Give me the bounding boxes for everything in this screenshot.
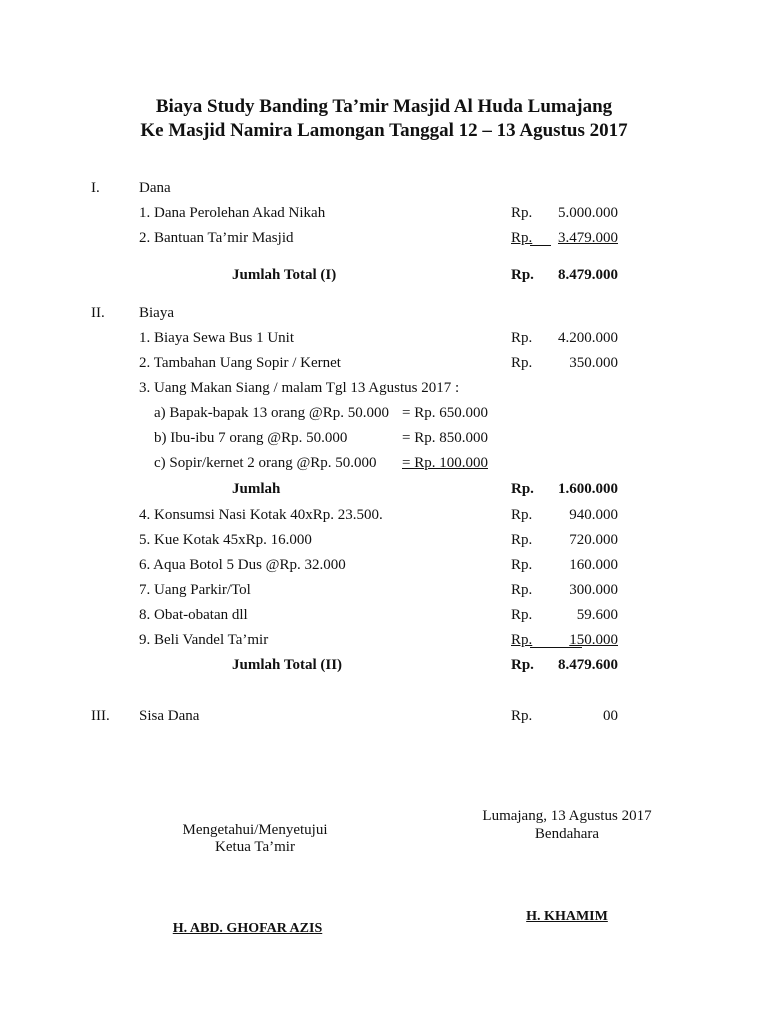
left-signature-approval: Mengetahui/Menyetujui (182, 822, 328, 838)
section-1-heading: Dana (139, 180, 171, 196)
income-item-currency: Rp. (511, 230, 533, 246)
expense-item-currency: Rp. (511, 507, 533, 523)
expense-item-amount: 4.200.000 (558, 330, 618, 346)
section-3-heading: Sisa Dana (139, 708, 200, 724)
meal-sub-item-label: a) Bapak-bapak 13 orang @Rp. 50.000 (154, 405, 390, 421)
income-item-amount: 3.479.000 (558, 230, 618, 246)
section-2-heading: Biaya (139, 305, 174, 321)
meal-sub-item-label: b) Ibu-ibu 7 orang @Rp. 50.000 (154, 430, 348, 446)
section-1-number: I. (91, 180, 100, 196)
meal-sub-item-amount: = Rp. 850.000 (402, 430, 488, 446)
document-title-line-2: Ke Masjid Namira Lamongan Tanggal 12 – 13 Agustus 2017 (140, 120, 628, 141)
expense-item-label: 9. Beli Vandel Ta’mir (139, 632, 269, 648)
expense-item-amount: 160.000 (569, 557, 618, 573)
expense-item-currency: Rp. (511, 557, 533, 573)
income-item-amount: 5.000.000 (558, 205, 618, 221)
expense-item-label: 5. Kue Kotak 45xRp. 16.000 (139, 532, 312, 548)
left-signature-name: H. ABD. GHOFAR AZIS (172, 921, 323, 936)
expense-item-amount: 350.000 (569, 355, 618, 371)
meal-subtotal-amount: 1.600.000 (558, 481, 618, 497)
expense-item-label: 2. Tambahan Uang Sopir / Kernet (139, 355, 341, 371)
section-1-total-label: Jumlah Total (I) (232, 267, 337, 283)
expense-item-currency: Rp. (511, 330, 533, 346)
meal-sub-item-amount: = Rp. 650.000 (402, 405, 488, 421)
expense-item-label: 4. Konsumsi Nasi Kotak 40xRp. 23.500. (139, 507, 383, 523)
section-3-number: III. (91, 708, 110, 724)
left-signature-role: Ketua Ta’mir (215, 839, 295, 855)
section-3-currency: Rp. (511, 708, 533, 724)
expense-item-label: 1. Biaya Sewa Bus 1 Unit (139, 330, 294, 346)
expense-item-label: 8. Obat-obatan dll (139, 607, 248, 623)
section-2-total-currency: Rp. (511, 657, 534, 673)
right-signature-date: Lumajang, 13 Agustus 2017 (482, 808, 652, 824)
section-1-total-amount: 8.479.000 (558, 267, 618, 283)
expense-item-amount: 150.000 (569, 632, 618, 648)
left-signature-name-wrap (140, 920, 355, 938)
income-item-label: 2. Bantuan Ta’mir Masjid (139, 230, 294, 246)
expense-item-3-label: 3. Uang Makan Siang / malam Tgl 13 Agustus 2017 : (139, 380, 460, 396)
document-title-line-1: Biaya Study Banding Ta’mir Masjid Al Huda Lumajang (155, 96, 613, 117)
income-item-currency: Rp. (511, 205, 533, 221)
meal-sub-item-amount: = Rp. 100.000 (402, 455, 488, 471)
meal-subtotal-label: Jumlah (232, 481, 281, 497)
right-signature-role: Bendahara (534, 826, 600, 842)
expense-item-currency: Rp. (511, 355, 533, 371)
expense-item-label: 7. Uang Parkir/Tol (139, 582, 251, 598)
expense-item-currency: Rp. (511, 532, 533, 548)
underline-gap (530, 647, 582, 648)
underline-gap (530, 245, 551, 246)
section-2-number: II. (91, 305, 105, 321)
meal-subtotal-currency: Rp. (511, 481, 534, 497)
expense-item-amount: 300.000 (569, 582, 618, 598)
section-2-total-amount: 8.479.600 (558, 657, 618, 673)
expense-item-label: 6. Aqua Botol 5 Dus @Rp. 32.000 (139, 557, 346, 573)
expense-item-amount: 59.600 (576, 607, 618, 623)
meal-sub-item-label: c) Sopir/kernet 2 orang @Rp. 50.000 (154, 455, 377, 471)
right-signature-name-wrap (467, 908, 667, 926)
income-item-label: 1. Dana Perolehan Akad Nikah (139, 205, 326, 221)
section-1-total-currency: Rp. (511, 267, 534, 283)
expense-item-currency: Rp. (511, 632, 533, 648)
right-signature-name: H. KHAMIM (526, 909, 608, 924)
section-3-amount: 00 (603, 708, 618, 724)
expense-item-currency: Rp. (511, 582, 533, 598)
expense-item-amount: 720.000 (569, 532, 618, 548)
expense-item-amount: 940.000 (569, 507, 618, 523)
section-2-total-label: Jumlah Total (II) (232, 657, 343, 673)
expense-item-currency: Rp. (511, 607, 533, 623)
